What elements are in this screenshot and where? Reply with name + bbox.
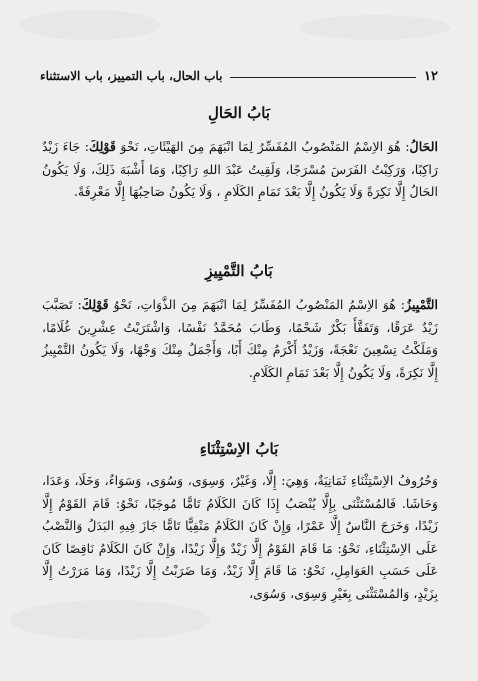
header-rule <box>230 77 416 78</box>
paragraph-tamyiz <box>42 294 438 384</box>
running-title: باب الحال، باب التمييز، باب الاستثناء <box>40 69 223 83</box>
paragraph-hal <box>42 136 438 204</box>
term-lead: الحَالُ <box>409 139 438 154</box>
paragraph-text: : هُوَ الاِسْمُ المَنْصُوبُ المُفَسِّرُ لِمَا انْبَهَمَ مِنَ الذَّوَاتِ، نَحْوُ <box>113 297 406 312</box>
term-lead: التَّمْيِيزُ <box>405 297 438 312</box>
page-number: ١٢ <box>424 68 438 84</box>
paragraph-istithna <box>42 470 438 605</box>
section-title-tamyiz: بَابُ التَّمْيِيزِ <box>205 262 273 280</box>
paragraph-text: : هُوَ الاِسْمُ المَنْصُوبُ المُفَسِّرُ لِمَا انْبَهَمَ مِنَ الهَيْئَاتِ، نَحْوَ <box>120 139 410 154</box>
paragraph-text: وَحُرُوفُ الاِسْتِثْنَاءِ ثَمَانِيَةٌ، وَهِيَ: إِلَّا، وَغَيْرٌ، وَسِوَى، وَسُوَى، وَسَوَاءٌ، وَخَلَا، وَعَدَا، وَحَاشَا. فَالمُسْتَثْنَى بِإِلَّا يُنْصَبُ إِذَا كَانَ الكَلَامُ تَامًّا مُوجَبًا، نَحْوُ: قَامَ القَوْمُ إِلَّا زَيْدًا، وَخَرَجَ النَّاسُ إِلَّا عَمْرًا، وَإِنْ كَانَ الكَلَامُ مَنْفِيًّا تَامًّا جَازَ فِيهِ البَدَلُ وَالنَّصْبُ عَلَى الاِسْتِثْنَاءِ، نَحْوُ: مَا قَامَ القَوْمُ إِلَّا زَيْدٌ وَإِلَّا زَيْدًا، وَإِنْ كَانَ الكَلَامُ نَاقِصًا كَانَ عَلَى حَسَبِ العَوَامِلِ، نَحْوُ: مَا قَامَ إِلَّا زَيْدٌ، وَمَا ضَرَبْتُ إِلَّا زَيْدًا، وَمَا مَرَرْتُ إِلَّا بِزَيْدٍ، وَالمُسْتَثْنَى بِغَيْرِ وَسِوَى، وَسُوَى، <box>42 473 438 601</box>
term-lead: قَوْلِكَ <box>81 297 109 312</box>
term-lead: قَوْلِكَ <box>88 139 116 154</box>
section-title-istithna: بَابُ الاِسْتِثْنَاءِ <box>199 440 279 458</box>
running-header <box>40 66 438 86</box>
paragraph-text: : جَاءَ زَيْدٌ رَاكِبًا، وَرَكِبْتُ الفَرَسَ مُسْرَجًا، وَلَقِيتُ عَبْدَ اللهِ رَاكِبًا، وَمَا أَشْبَهَ ذَلِكَ، وَلَا يَكُونُ الحَالُ إِلَّا نَكِرَةً وَلَا يَكُونُ إِلَّا بَعْدَ تَمَامِ الكَلَامِ ، وَلَا يَكُونُ صَاحِبُهَا إِلَّا مَعْرِفَةً. <box>42 139 438 199</box>
paragraph-text: : تَصَبَّبَ زَيْدٌ عَرَقًا، وَتَفَقَّأَ بَكْرٌ شَحْمًا، وَطَابَ مُحَمَّدٌ نَفْسًا، وَاشْتَرَيْتُ عِشْرِينَ غُلَامًا، وَمَلَكْتُ تِسْعِينَ نَعْجَةً، وَزَيْدٌ أَكْرَمُ مِنْكَ أَبًا، وَأَجْمَلُ مِنْكَ وَجْهًا، وَلَا يَكُونُ التَّمْيِيزُ إِلَّا نَكِرَةً، وَلَا يَكُونُ إِلَّا بَعْدَ تَمَامِ الكَلَامِ. <box>42 297 438 380</box>
section-title-hal: بَابُ الحَالِ <box>208 104 270 122</box>
